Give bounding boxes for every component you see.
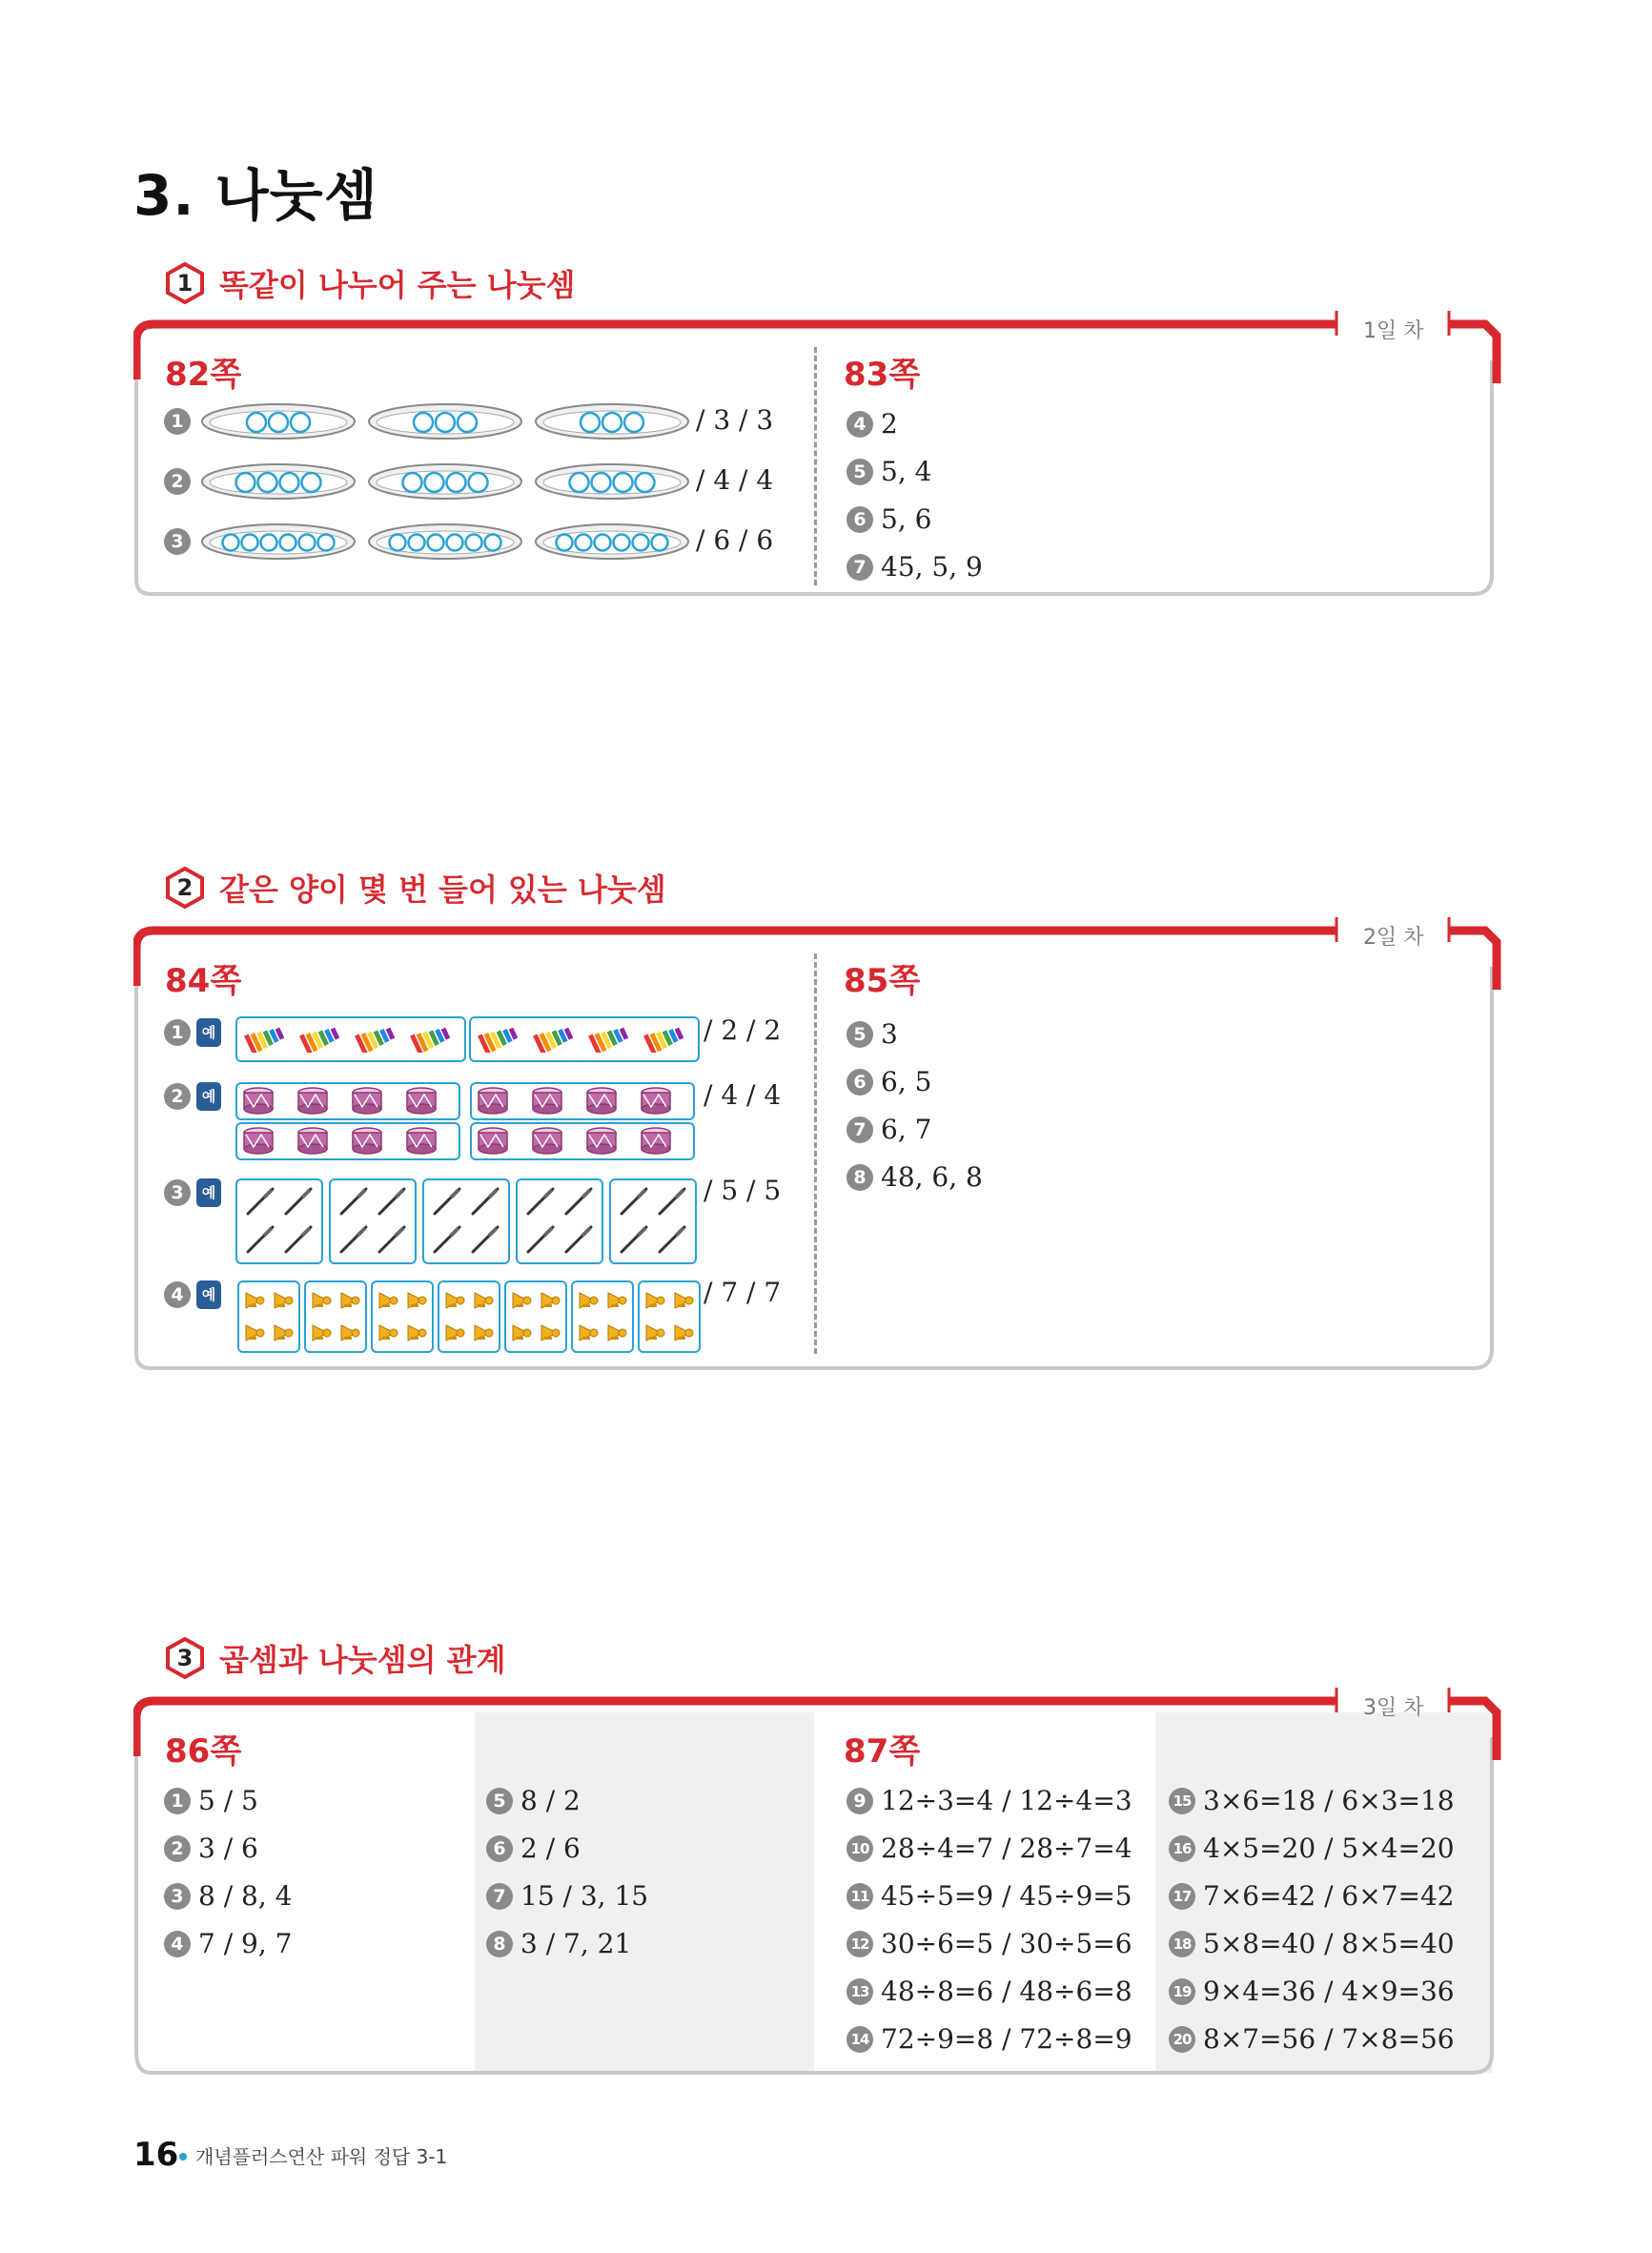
answer-row: [846, 456, 931, 487]
group-box: [304, 1280, 367, 1353]
bullet-dot: [179, 2153, 187, 2161]
answer-text: 3: [881, 1018, 898, 1050]
answer-row: [164, 1880, 292, 1912]
problem-number: 7: [846, 554, 873, 581]
flute-icon: [283, 1186, 314, 1217]
section-title: 곱셈과 나눗셈의 관계: [219, 1642, 506, 1678]
drum-icon: [530, 1126, 564, 1155]
circle-mark: [485, 535, 501, 551]
flute-icon: [470, 1186, 500, 1217]
answer-row: [846, 551, 983, 583]
circle-mark: [223, 535, 239, 551]
answer-row: [1169, 1880, 1455, 1912]
trumpet-icon: [338, 1321, 361, 1343]
oval-plate: [534, 402, 690, 440]
circle-mark: [242, 535, 258, 551]
section-number-badge: 2: [164, 867, 206, 909]
problem-number: 1: [164, 1019, 191, 1046]
drum-icon: [350, 1126, 384, 1155]
answer-row: [846, 1880, 1132, 1912]
group-box: [237, 1280, 300, 1353]
oval-plate: [200, 402, 357, 440]
circle-mark: [428, 535, 444, 551]
circle-mark: [261, 535, 277, 551]
answer-row: [1169, 1785, 1455, 1816]
day-label: 1일 차: [1363, 319, 1424, 343]
circle-mark: [414, 413, 433, 432]
answer-row: [164, 408, 191, 435]
circle-mark: [436, 413, 455, 432]
trumpet-icon: [243, 1321, 266, 1343]
answer-text: 5, 4: [881, 456, 932, 487]
xylophone-icon: [243, 1024, 285, 1053]
answer-text: 2: [881, 408, 898, 440]
circle-mark: [581, 413, 600, 432]
answer-text: 9×4=36 / 4×9=36: [1203, 1976, 1455, 2007]
problem-number: 5: [486, 1788, 513, 1814]
problem-number: 13: [846, 1978, 873, 2005]
problem-number: 4: [846, 411, 873, 438]
answer-text: / 3 / 3: [696, 404, 774, 436]
problem-number: 14: [846, 2026, 873, 2053]
problem-number: 15: [1169, 1788, 1195, 1814]
problem-number: 6: [846, 506, 873, 533]
xylophone-icon: [298, 1024, 340, 1053]
trumpet-icon: [443, 1321, 466, 1343]
group-box: [422, 1178, 510, 1264]
group-box: [235, 1122, 460, 1160]
oval-plate: [534, 462, 690, 501]
drum-icon: [584, 1086, 619, 1115]
trumpet-icon: [405, 1321, 428, 1343]
problem-number: 1: [164, 1788, 191, 1814]
section-title: 똑같이 나누어 주는 나눗셈: [219, 267, 576, 303]
answer-text: / 6 / 6: [696, 524, 774, 556]
problem-number: 9: [846, 1788, 873, 1814]
circle-mark: [466, 535, 482, 551]
flute-icon: [283, 1224, 314, 1255]
answer-text: 15 / 3, 15: [520, 1880, 649, 1912]
trumpet-icon: [338, 1288, 361, 1311]
trumpet-icon: [672, 1321, 695, 1343]
problem-number: 19: [1169, 1978, 1195, 2005]
answer-row: [164, 1280, 221, 1309]
answer-text: 3 / 6: [198, 1833, 258, 1864]
trumpet-icon: [510, 1321, 533, 1343]
dashed-divider: [814, 953, 817, 1354]
book-title: 개념플러스연산 파워 정답 3-1: [195, 2145, 448, 2168]
page-label-left: 86쪽: [165, 1732, 242, 1771]
xylophone-icon: [587, 1024, 629, 1053]
circle-mark: [280, 535, 296, 551]
problem-number: 6: [846, 1069, 873, 1096]
circle-mark: [236, 473, 255, 492]
problem-number: 2: [164, 1083, 191, 1110]
problem-number: 3: [164, 528, 191, 555]
drum-icon: [241, 1086, 275, 1115]
flute-icon: [619, 1224, 649, 1255]
answer-text: 5×8=40 / 8×5=40: [1203, 1928, 1455, 1959]
flute-icon: [563, 1186, 594, 1217]
answer-row: [164, 1082, 221, 1111]
drum-icon: [296, 1086, 330, 1115]
flute-icon: [657, 1224, 687, 1255]
oval-plate: [534, 522, 690, 561]
answer-row: [846, 503, 931, 535]
answer-row: [164, 1785, 258, 1816]
circle-mark: [576, 535, 592, 551]
answer-text: 72÷9=8 / 72÷8=9: [881, 2023, 1132, 2055]
problem-number: 8: [486, 1931, 513, 1957]
answer-row: [164, 1833, 258, 1864]
answer-text: 6, 7: [881, 1114, 932, 1145]
trumpet-icon: [310, 1288, 333, 1311]
answer-text: / 5 / 5: [704, 1175, 782, 1206]
answer-text: 3×6=18 / 6×3=18: [1203, 1785, 1455, 1816]
flute-icon: [563, 1224, 594, 1255]
example-badge: 예: [196, 1018, 221, 1047]
xylophone-icon: [532, 1024, 574, 1053]
drum-icon: [639, 1126, 673, 1155]
xylophone-icon: [477, 1024, 519, 1053]
trumpet-icon: [310, 1321, 333, 1343]
answer-text: 5 / 5: [198, 1785, 258, 1816]
trumpet-icon: [377, 1321, 399, 1343]
trumpet-icon: [539, 1321, 561, 1343]
flute-icon: [470, 1224, 500, 1255]
answer-row: [1169, 2023, 1455, 2055]
circle-mark: [652, 535, 668, 551]
circle-mark: [614, 473, 633, 492]
drum-icon: [530, 1086, 564, 1115]
problem-number: 5: [846, 1021, 873, 1048]
answer-row: [846, 1114, 931, 1145]
answer-text: 6, 5: [881, 1066, 932, 1097]
oval-plate: [367, 522, 523, 561]
flute-icon: [338, 1224, 369, 1255]
flute-icon: [525, 1224, 556, 1255]
flute-icon: [377, 1224, 407, 1255]
group-box: [438, 1280, 500, 1353]
answer-row: [164, 1018, 221, 1047]
circle-mark: [458, 413, 477, 432]
flute-icon: [619, 1186, 649, 1217]
circle-mark: [592, 473, 611, 492]
trumpet-icon: [577, 1288, 600, 1311]
page-label-right: 87쪽: [844, 1732, 921, 1771]
trumpet-icon: [539, 1288, 561, 1311]
problem-number: 11: [846, 1883, 873, 1910]
answer-text: 7 / 9, 7: [198, 1928, 293, 1959]
oval-plate: [367, 402, 523, 440]
answer-row: [846, 1161, 983, 1193]
drum-icon: [404, 1126, 438, 1155]
section-number-badge: 1: [164, 262, 206, 304]
example-badge: 예: [196, 1178, 221, 1207]
problem-number: 4: [164, 1281, 191, 1308]
drum-icon: [639, 1086, 673, 1115]
chapter-title: 3. 나눗셈: [133, 163, 378, 228]
circle-mark: [258, 473, 277, 492]
circle-mark: [614, 535, 630, 551]
flute-icon: [338, 1186, 369, 1217]
circle-mark: [570, 473, 589, 492]
circle-mark: [318, 535, 335, 551]
problem-number: 2: [164, 1835, 191, 1862]
answer-row: [846, 2023, 1132, 2055]
circle-mark: [403, 473, 422, 492]
example-badge: 예: [196, 1082, 221, 1111]
answer-row: [486, 1785, 581, 1816]
answer-text: / 4 / 4: [696, 464, 774, 496]
circle-mark: [624, 413, 643, 432]
problem-number: 12: [846, 1931, 873, 1957]
trumpet-icon: [510, 1288, 533, 1311]
circle-mark: [302, 473, 321, 492]
trumpet-icon: [605, 1288, 628, 1311]
circle-mark: [280, 473, 299, 492]
answer-text: 45÷5=9 / 45÷9=5: [881, 1880, 1132, 1912]
trumpet-icon: [605, 1321, 628, 1343]
trumpet-icon: [577, 1321, 600, 1343]
problem-number: 10: [846, 1835, 873, 1862]
circle-mark: [595, 535, 611, 551]
circle-mark: [390, 535, 406, 551]
flute-icon: [657, 1186, 687, 1217]
problem-number: 16: [1169, 1835, 1195, 1862]
problem-number: 4: [164, 1931, 191, 1957]
trumpet-icon: [472, 1288, 495, 1311]
oval-plate: [367, 462, 523, 501]
xylophone-icon: [354, 1024, 396, 1053]
page-label-left: 84쪽: [165, 962, 242, 1000]
drum-icon: [476, 1126, 510, 1155]
xylophone-icon: [642, 1024, 684, 1053]
trumpet-icon: [243, 1288, 266, 1311]
answer-row: [846, 1976, 1132, 2007]
circle-mark: [557, 535, 573, 551]
answer-text: 3 / 7, 21: [520, 1928, 632, 1959]
flute-icon: [245, 1186, 275, 1217]
answer-text: 30÷6=5 / 30÷5=6: [881, 1928, 1132, 1959]
problem-number: 17: [1169, 1883, 1195, 1910]
answer-text: 48÷8=6 / 48÷6=8: [881, 1976, 1132, 2007]
flute-icon: [245, 1224, 275, 1255]
group-box: [371, 1280, 434, 1353]
circle-mark: [447, 473, 466, 492]
group-box: [609, 1178, 697, 1264]
trumpet-icon: [472, 1321, 495, 1343]
flute-icon: [377, 1186, 407, 1217]
answer-text: 12÷3=4 / 12÷4=3: [881, 1785, 1132, 1816]
page-label-right: 85쪽: [844, 962, 921, 1000]
answer-row: [1169, 1833, 1455, 1864]
answer-row: [164, 528, 191, 555]
circle-mark: [636, 473, 655, 492]
problem-number: 3: [164, 1883, 191, 1910]
circle-mark: [409, 535, 425, 551]
problem-number: 7: [846, 1116, 873, 1143]
answer-text: 8 / 2: [520, 1785, 581, 1816]
answer-text: / 4 / 4: [704, 1079, 782, 1111]
circle-mark: [633, 535, 649, 551]
dashed-divider: [814, 347, 817, 585]
group-box: [470, 1122, 695, 1160]
circle-mark: [469, 473, 488, 492]
xylophone-icon: [409, 1024, 451, 1053]
answer-row: [486, 1928, 631, 1959]
trumpet-icon: [377, 1288, 399, 1311]
oval-plate: [200, 462, 357, 501]
group-box: [235, 1178, 323, 1264]
answer-row: [846, 1066, 931, 1097]
trumpet-icon: [643, 1321, 666, 1343]
drum-icon: [404, 1086, 438, 1115]
answer-text: 45, 5, 9: [881, 551, 983, 583]
section-1-header: [164, 259, 575, 307]
trumpet-icon: [672, 1288, 695, 1311]
answer-text: 4×5=20 / 5×4=20: [1203, 1833, 1455, 1864]
section-2-panel: [133, 910, 1506, 1383]
example-badge: 예: [196, 1280, 221, 1309]
answer-row: [846, 1833, 1132, 1864]
section-3-panel: [133, 1680, 1506, 2080]
answer-row: [1169, 1976, 1455, 2007]
group-box: [235, 1016, 466, 1062]
answer-text: 8×7=56 / 7×8=56: [1203, 2023, 1455, 2055]
trumpet-icon: [272, 1321, 295, 1343]
problem-number: 8: [846, 1164, 873, 1191]
group-box: [504, 1280, 567, 1353]
group-box: [470, 1082, 695, 1120]
answer-row: [1169, 1928, 1455, 1959]
group-box: [571, 1280, 634, 1353]
problem-number: 3: [164, 1179, 191, 1206]
problem-number: 20: [1169, 2026, 1195, 2053]
flute-icon: [525, 1186, 556, 1217]
group-box: [516, 1178, 603, 1264]
circle-mark: [291, 413, 310, 432]
answer-text: 2 / 6: [520, 1833, 581, 1864]
circle-mark: [602, 413, 622, 432]
trumpet-icon: [405, 1288, 428, 1311]
section-3-header: [164, 1634, 506, 1682]
answer-row: [846, 1928, 1132, 1959]
answer-row: [164, 468, 191, 495]
answer-row: [486, 1833, 581, 1864]
answer-text: 5, 6: [881, 503, 932, 535]
section-2-header: [164, 864, 666, 911]
answer-row: [164, 1928, 292, 1959]
answer-text: 8 / 8, 4: [198, 1880, 293, 1912]
page-label-left: 82쪽: [165, 356, 242, 394]
drum-icon: [296, 1126, 330, 1155]
problem-number: 5: [846, 459, 873, 485]
problem-number: 1: [164, 408, 191, 435]
problem-number: 6: [486, 1835, 513, 1862]
group-box: [329, 1178, 417, 1264]
problem-number: 2: [164, 468, 191, 495]
drum-icon: [350, 1086, 384, 1115]
flute-icon: [432, 1186, 462, 1217]
answer-text: 28÷4=7 / 28÷7=4: [881, 1833, 1132, 1864]
circle-mark: [299, 535, 316, 551]
section-title: 같은 양이 몇 번 들어 있는 나눗셈: [219, 871, 666, 908]
oval-plate: [200, 522, 357, 561]
circle-mark: [447, 535, 463, 551]
circle-mark: [247, 413, 266, 432]
day-label: 3일 차: [1363, 1696, 1424, 1720]
section-1-panel: [133, 303, 1506, 608]
answer-row: [846, 1785, 1132, 1816]
answer-text: 7×6=42 / 6×7=42: [1203, 1880, 1455, 1912]
group-box: [638, 1280, 701, 1353]
drum-icon: [476, 1086, 510, 1115]
circle-mark: [269, 413, 288, 432]
answer-text: / 2 / 2: [704, 1014, 782, 1046]
circle-mark: [425, 473, 444, 492]
page-label-right: 83쪽: [844, 356, 921, 394]
drum-icon: [241, 1126, 275, 1155]
flute-icon: [432, 1224, 462, 1255]
answer-text: / 7 / 7: [704, 1277, 782, 1308]
trumpet-icon: [272, 1288, 295, 1311]
answer-row: [486, 1880, 648, 1912]
problem-number: 7: [486, 1883, 513, 1910]
section-number-badge: 3: [164, 1637, 206, 1679]
answer-row: [846, 1018, 898, 1050]
trumpet-icon: [643, 1288, 666, 1311]
day-label: 2일 차: [1363, 926, 1424, 950]
page-number: 16: [133, 2136, 179, 2174]
group-box: [469, 1016, 700, 1062]
problem-number: 18: [1169, 1931, 1195, 1957]
trumpet-icon: [443, 1288, 466, 1311]
group-box: [235, 1082, 460, 1120]
answer-row: [164, 1178, 221, 1207]
answer-row: [846, 408, 898, 440]
answer-text: 48, 6, 8: [881, 1161, 983, 1193]
drum-icon: [584, 1126, 619, 1155]
